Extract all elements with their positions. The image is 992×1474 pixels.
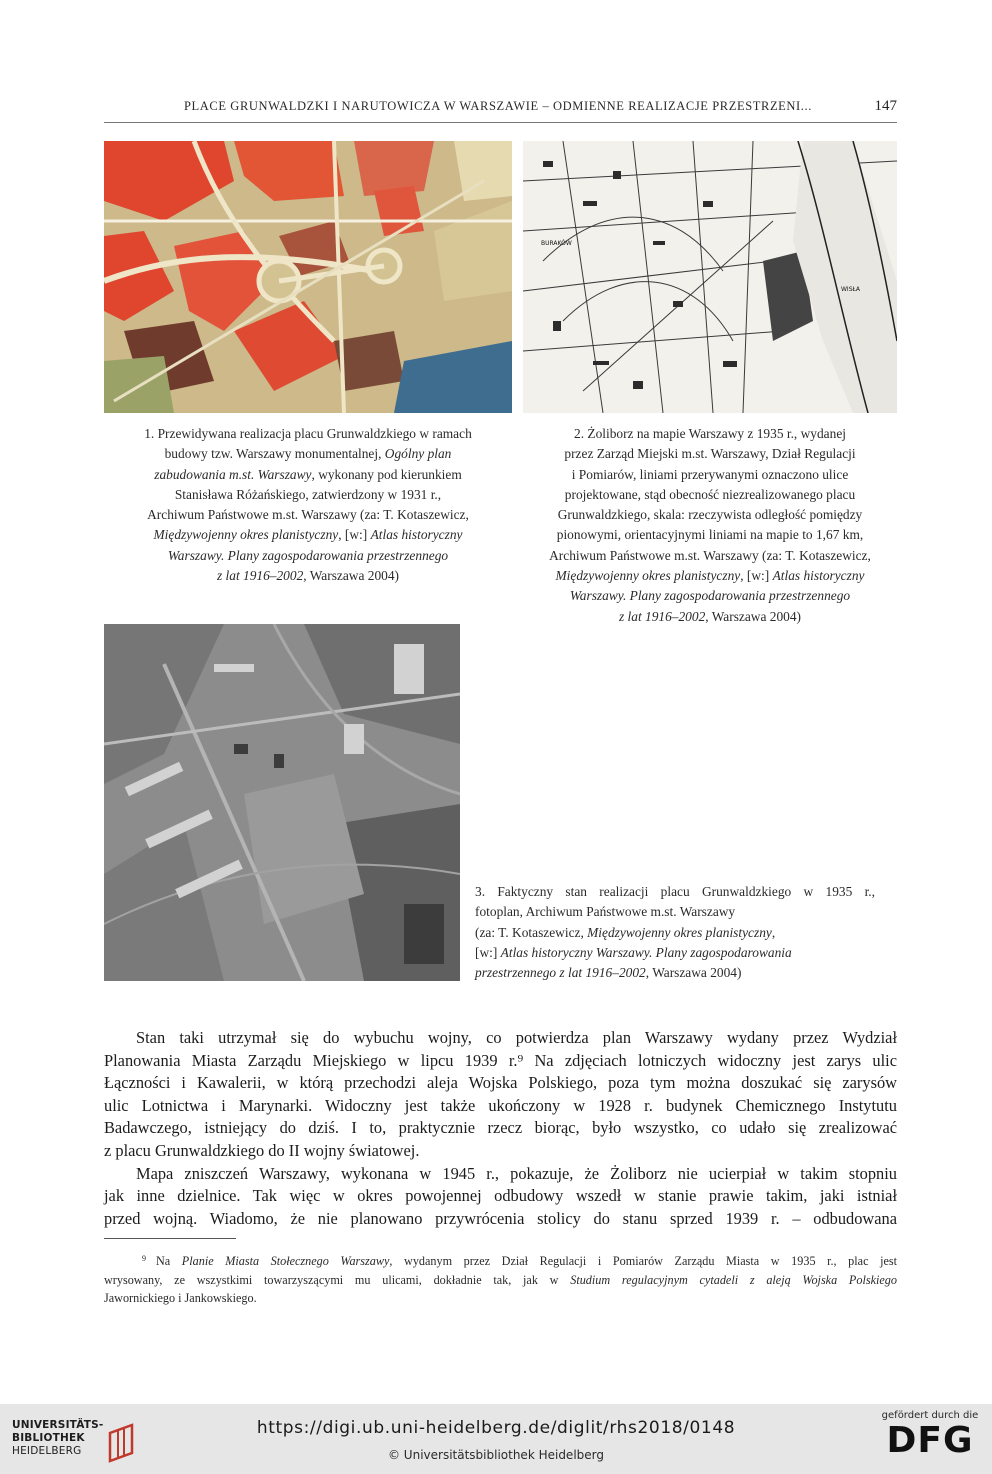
text-run: pionowymi, orientacyjnymi liniami na mapie to 1,67 km, [556, 527, 864, 543]
library-logo-line-2: BIBLIOTHEK [12, 1432, 85, 1444]
funder-logo-text: DFG [886, 1420, 974, 1461]
map-label-burakow: BURAKÓW [541, 240, 572, 247]
italic-text: Międzywojenny okres planistyczny [555, 568, 741, 584]
caption-line [104, 485, 512, 505]
figure-1-plan-map [104, 141, 512, 413]
figure-2-zoliborz-map [523, 141, 897, 413]
caption-line [523, 525, 897, 545]
dfg-logo [880, 1410, 980, 1470]
caption-line [104, 505, 512, 525]
text-run: fotoplan, Archiwum Państwowe m.st. Warszawy [475, 904, 736, 920]
caption-line [104, 546, 512, 566]
map-label-wisla: WISŁA [841, 286, 860, 293]
footnote-rule [104, 1238, 236, 1239]
text-run: 1. Przewidywana realizacja placu Grunwaldzkiego w ramach [144, 426, 472, 441]
text-run: , Warszawa 2004) [645, 965, 742, 981]
italic-text: Międzywojenny okres planistyczny [153, 527, 339, 543]
text-run: Archiwum Państwowe m.st. Warszawy (za: T. Kotaszewicz, [147, 507, 469, 523]
caption-line [523, 444, 897, 464]
text-run: Archiwum Państwowe m.st. Warszawy (za: T. Kotaszewicz, [549, 547, 871, 563]
body-line: Mapa zniszczeń Warszawy, wykonana w 1945 r., pokazuje, że Żoliborz nie ucierpiał w takim stopniu [136, 1163, 897, 1183]
caption-line [523, 505, 897, 525]
footer-bar [0, 1404, 992, 1474]
source-url-link[interactable]: https://digi.ub.uni-heidelberg.de/diglit/rhs2018/0148 [256, 1418, 736, 1438]
body-line: jak inne dzielnice. Tak więc w okres powojennej odbudowy wszedł w stanie prawie takim, jaki istniał [104, 1186, 897, 1206]
italic-text: Atlas historyczny [772, 568, 865, 584]
aerial-photo-drawing [104, 624, 460, 981]
italic-text: zabudowania m.st. Warszawy [154, 466, 312, 482]
caption-line [104, 444, 512, 464]
caption-line [523, 586, 897, 606]
caption-line [104, 525, 512, 545]
italic-text: Planie Miasta Stołecznego Warszawy [181, 1254, 390, 1268]
figure-3-caption [475, 882, 875, 983]
text-run: i Pomiarów, liniami przerywanymi oznaczono ulice [571, 466, 849, 482]
caption-line [475, 943, 875, 963]
caption-line [475, 923, 875, 943]
italic-text: Ogólny plan [384, 446, 452, 462]
caption-line [523, 485, 897, 505]
library-logo-line-1: UNIVERSITÄTS- [12, 1419, 104, 1431]
figure-2-caption [523, 424, 897, 627]
text-run: [w:] [475, 944, 501, 960]
body-line: Badawczego, istniejący do dziś. I to, praktycznie rzecz biorąc, było wszystko, co udało się zrealizować [104, 1118, 897, 1138]
italic-text: z lat 1916–2002 [618, 608, 706, 624]
caption-line [523, 424, 897, 444]
italic-text: Warszawy. Plany zagospodarowania przestrzennego [569, 588, 851, 604]
italic-text: Międzywojenny okres planistyczny [587, 924, 772, 940]
figure-3-aerial-photo [104, 624, 460, 981]
funder-caption: gefördert durch die [881, 1410, 979, 1421]
footnote [104, 1250, 897, 1308]
text-run: Stanisława Różańskiego, zatwierdzony w 1931 r., [174, 486, 442, 502]
text-run: Jawornickiego i Jankowskiego. [104, 1291, 257, 1305]
text-run: projektowane, stąd obecność niezrealizowanego placu [564, 486, 856, 502]
body-line: Stan taki utrzymał się do wybuchu wojny, co potwierdza plan Warszawy wydany przez Wydział [136, 1028, 897, 1047]
text-run: , wydanym przez Dział Regulacji i Pomiarów Zarządu Miasta w 1935 r., plac jest [389, 1254, 897, 1268]
text-run: 3. Faktyczny stan realizacji placu Grunwaldzkiego w 1935 r., [475, 884, 875, 899]
footnote-line [104, 1289, 897, 1308]
text-run: wrysowany, ze wszystkimi towarzyszącymi mu ulicami, dokładnie tak, jak w [104, 1272, 571, 1287]
caption-line [523, 465, 897, 485]
caption-line [523, 546, 897, 566]
copyright-notice: © Universitätsbibliothek Heidelberg [387, 1448, 604, 1462]
text-run: , Warszawa 2004) [705, 608, 802, 624]
text-run: 2. Żoliborz na mapie Warszawy z 1935 r., wydanej [574, 426, 846, 441]
text-run: , [w:] [740, 568, 773, 584]
caption-line [523, 607, 897, 627]
text-run: budowy tzw. Warszawy monumentalnej, [164, 446, 385, 462]
text-run: (za: T. Kotaszewicz, [475, 924, 588, 940]
page-number: 147 [874, 98, 897, 114]
body-line: z placu Grunwaldzkiego do II wojny światowej. [104, 1140, 420, 1160]
body-line: Łączności i Kawalerii, w którą przechodzi aleja Wojska Polskiego, poza tym można doszukać się zarysów [104, 1073, 897, 1093]
text-run: , [771, 924, 776, 940]
running-title: PLACE GRUNWALDZKI I NARUTOWICZA W WARSZAWIE – ODMIENNE REALIZACJE PRZESTRZENI... [184, 99, 812, 113]
footnote-line [104, 1271, 897, 1290]
text-run: Grunwaldzkiego, skala: rzeczywista odległość pomiędzy [557, 507, 863, 523]
italic-text: z lat 1916–2002 [216, 568, 304, 584]
zoliborz-map-drawing [523, 141, 897, 413]
text-run: , [w:] [338, 527, 371, 543]
italic-text: Atlas historyczny [370, 527, 463, 543]
text-run: , wykonany pod kierunkiem [311, 466, 462, 482]
text-run: , Warszawa 2004) [303, 568, 400, 584]
text-run: Na [156, 1254, 182, 1268]
caption-line [104, 424, 512, 444]
library-logo-line-3: HEIDELBERG [12, 1445, 82, 1457]
figure-1-caption [104, 424, 512, 586]
caption-line [104, 465, 512, 485]
caption-line [475, 963, 875, 983]
body-line: ulic Lotnictwa i Marynarki. Widoczny jest także ukończony w 1928 r. budynek Chemicznego Instytutu [104, 1095, 897, 1115]
italic-text: Studium regulacyjnym cytadeli z aleją Wojska Polskiego [570, 1272, 897, 1287]
caption-line [523, 566, 897, 586]
plan-map-drawing [104, 141, 512, 413]
footnote-line [104, 1250, 897, 1271]
body-line: przed wojną. Wiadomo, że nie planowano przywrócenia stolicy do stanu sprzed 1939 r. – odbudowana [104, 1208, 897, 1228]
italic-text: przestrzennego z lat 1916–2002 [475, 965, 646, 981]
text-run: przez Zarząd Miejski m.st. Warszawy, Dział Regulacji [564, 446, 856, 462]
body-line: Planowania Miasta Zarządu Miejskiego w lipcu 1939 r.⁹ Na zdjęciach lotniczych widoczny jest zarys ulic [104, 1050, 897, 1070]
italic-text: Warszawy. Plany zagospodarowania przestrzennego [167, 547, 449, 563]
footnote-number: 9 [142, 1254, 146, 1263]
caption-line [475, 902, 875, 922]
caption-line [104, 566, 512, 586]
body-text [104, 1027, 897, 1230]
italic-text: Atlas historyczny Warszawy. Plany zagospodarowania [500, 944, 792, 960]
running-header [104, 98, 897, 123]
caption-line [475, 882, 875, 902]
